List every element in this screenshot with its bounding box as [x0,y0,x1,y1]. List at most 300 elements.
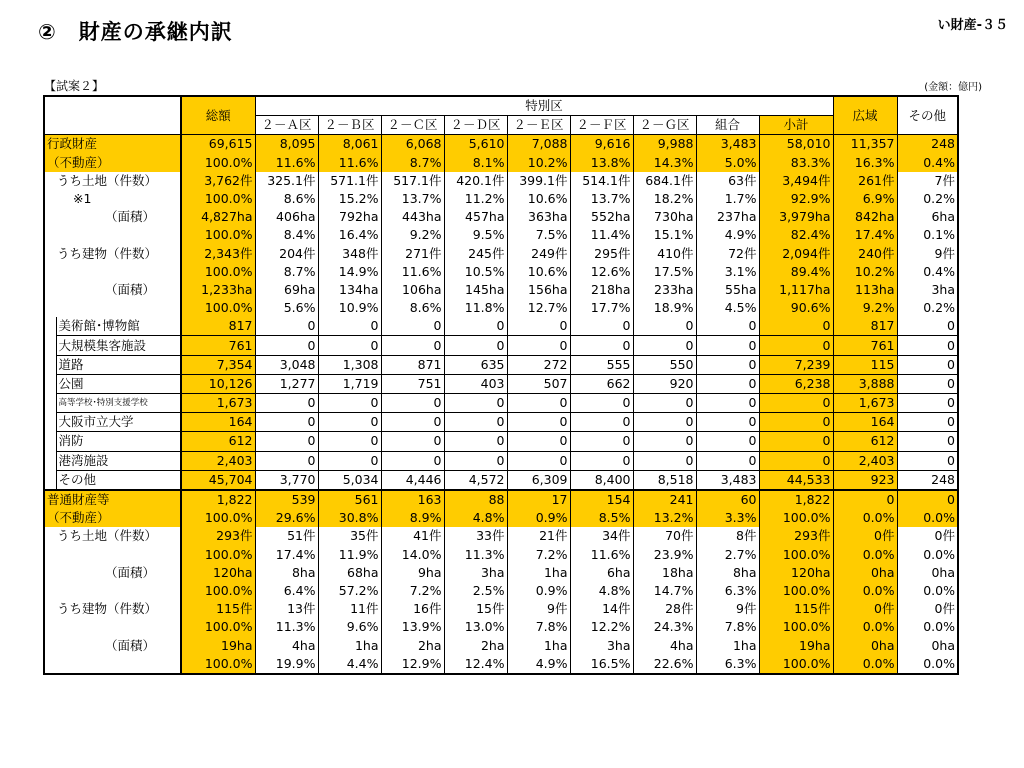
table-cell: 5,034 [318,470,381,490]
table-cell: 3.3% [696,509,759,527]
table-cell: 11.6% [570,546,633,564]
table-cell: 34件 [570,527,633,545]
row-label: （面積） [44,208,181,226]
table-cell: 0 [759,432,833,451]
table-cell: 11.6% [318,154,381,172]
table-cell: 761 [181,336,255,355]
table-cell: 41件 [381,527,444,545]
table-row [44,470,958,490]
table-cell: 15.1% [633,226,696,244]
table-cell: 10.9% [318,299,381,317]
table-cell: 248 [897,470,958,490]
table-row [44,299,958,317]
table-cell: 4.9% [696,226,759,244]
table-cell: 0.2% [923,300,955,316]
table-cell: 0 [633,317,696,336]
table-cell: 0.2% [923,191,955,207]
table-row [44,394,958,413]
table-cell: 3,483 [696,135,759,154]
table-cell: 68ha [318,564,381,582]
header-ward-8: 組合 [696,116,759,135]
table-cell: 1ha [696,636,759,654]
indent-cell [44,317,56,336]
table-cell: 295件 [570,245,633,263]
table-cell: 3,048 [255,355,318,374]
table-cell: 14.7% [633,582,696,600]
table-cell: 4,827ha [181,208,255,226]
table-cell: 13件 [255,600,318,618]
table-cell: 0 [897,336,958,355]
table-cell: 13.9% [381,618,444,636]
table-cell: 14件 [570,600,633,618]
table-cell: 8ha [696,564,759,582]
indent-cell [44,451,56,470]
table-cell: 348件 [318,245,381,263]
table-cell: 69ha [255,281,318,299]
table-cell: 5.6% [255,299,318,317]
table-cell: 561 [318,490,381,509]
table-cell: 9.2% [381,226,444,244]
table-cell: 44,533 [759,470,833,490]
row-label: うち建物（件数） [44,600,181,618]
row-label: 公園 [56,374,181,393]
row-label: 港湾施設 [56,451,181,470]
table-row [44,355,958,374]
table-cell: 21件 [507,527,570,545]
table-cell: 0 [633,413,696,432]
row-label: うち建物（件数） [44,245,181,263]
table-cell: 100.0% [759,509,833,527]
row-label [44,226,181,244]
table-cell: 115件 [759,600,833,618]
table-cell: 15.2% [318,190,381,208]
table-cell: 1,308 [318,355,381,374]
table-cell: 204件 [255,245,318,263]
table-cell: 8,400 [570,470,633,490]
table-cell: 22.6% [633,655,696,674]
table-row [44,263,958,281]
table-cell: 0 [897,355,958,374]
table-cell: 0.0% [833,618,897,636]
table-cell: 0ha [833,636,897,654]
table-cell: 730ha [633,208,696,226]
table-cell: 0 [633,394,696,413]
unit-note: (金額：億円) [924,82,982,93]
table-row [44,172,958,190]
table-cell: 83.3% [759,154,833,172]
page-title: ② 財産の承継内訳 [38,20,233,44]
table-cell: 1,673 [833,394,897,413]
table-cell: 11件 [318,600,381,618]
table-cell: 9ha [381,564,444,582]
table-cell: 60 [696,490,759,509]
table-cell: 0.0% [923,546,955,562]
header-ward-2: ２－Ｂ区 [318,116,381,135]
table-cell: 9.6% [318,618,381,636]
table-cell: 51件 [255,527,318,545]
table-cell: 240件 [833,245,897,263]
table-cell: 0.0% [833,655,897,674]
table-cell: 7,354 [181,355,255,374]
header-ward-9: 小計 [759,116,833,135]
table-cell: 272 [507,355,570,374]
table-cell: 115 [833,355,897,374]
table-cell: 4,572 [444,470,507,490]
header-ward-7: ２－Ｇ区 [633,116,696,135]
header-ward-4: ２－Ｄ区 [444,116,507,135]
table-cell: 134ha [318,281,381,299]
table-cell: 0 [696,451,759,470]
table-cell: 6.3% [696,582,759,600]
table-cell: 0 [696,413,759,432]
table-cell: 0 [444,317,507,336]
table-cell: 0.0% [923,582,955,598]
table-cell: 1ha [507,636,570,654]
table-cell: 113ha [833,281,897,299]
table-cell: 120ha [759,564,833,582]
table-cell: 1,277 [255,374,318,393]
table-cell: 7件 [934,172,955,188]
table-cell: 7,088 [507,135,570,154]
table-cell: 0 [507,413,570,432]
table-cell: 0.4% [923,263,955,279]
table-cell: 3,494件 [759,172,833,190]
table-cell: 612 [833,432,897,451]
table-cell: 0 [381,336,444,355]
table-cell: 0 [507,317,570,336]
table-cell: 100.0% [181,263,255,281]
table-cell: 6,309 [507,470,570,490]
table-cell: 817 [833,317,897,336]
table-cell: 552ha [570,208,633,226]
header-blank [44,96,181,135]
table-cell: 612 [181,432,255,451]
table-cell: 70件 [633,527,696,545]
table-row [44,564,958,582]
table-cell: 3,762件 [181,172,255,190]
row-label [44,263,181,281]
table-cell: 13.0% [444,618,507,636]
table-cell: 14.3% [633,154,696,172]
table-cell: 6,238 [759,374,833,393]
table-cell: 156ha [507,281,570,299]
table-cell: 8.9% [381,509,444,527]
header-ward-1: ２－Ａ区 [255,116,318,135]
table-cell: 420.1件 [444,172,507,190]
table-cell: 0 [897,432,958,451]
table-cell: 19ha [759,636,833,654]
table-cell: 11.4% [570,226,633,244]
table-cell: 16件 [381,600,444,618]
indent-cell [44,355,56,374]
table-cell: 555 [570,355,633,374]
table-cell: 1,719 [318,374,381,393]
table-cell: 0 [381,451,444,470]
table-cell: 0 [318,451,381,470]
table-cell: 100.0% [181,618,255,636]
table-cell: 100.0% [759,546,833,564]
table-cell: 9件 [934,245,955,261]
table-cell: 100.0% [181,154,255,172]
table-cell: 10.2% [833,263,897,281]
table-cell: 0.9% [507,582,570,600]
table-row [44,135,958,154]
table-cell: 0 [318,336,381,355]
table-cell: 0 [255,394,318,413]
table-row [44,374,958,393]
table-cell: 4,446 [381,470,444,490]
table-cell: 69,615 [181,135,255,154]
table-row [44,636,958,654]
table-cell: 817 [181,317,255,336]
table-cell: 19.9% [255,655,318,674]
table-cell: 7.5% [507,226,570,244]
table-cell: 3,483 [696,470,759,490]
scenario-caption: 【試案２】 [44,79,105,93]
table-cell: 9.5% [444,226,507,244]
table-cell: 363ha [507,208,570,226]
table-cell: 88 [444,490,507,509]
table-cell: 3ha [444,564,507,582]
table-cell: 5,610 [444,135,507,154]
table-cell: 17.4% [255,546,318,564]
table-cell: 0.4% [897,154,958,172]
table-cell: 12.7% [507,299,570,317]
table-cell: 0 [381,317,444,336]
table-cell: 17.4% [833,226,897,244]
table-cell: 0 [570,336,633,355]
table-cell: 6.4% [255,582,318,600]
table-cell: 8,095 [255,135,318,154]
table-cell: 7.2% [381,582,444,600]
table-row [44,582,958,600]
indent-cell [44,336,56,355]
table-row [44,618,958,636]
table-cell: 100.0% [759,582,833,600]
table-cell: 100.0% [181,190,255,208]
table-cell: 100.0% [181,509,255,527]
table-cell: 9,616 [570,135,633,154]
table-cell: 0 [570,394,633,413]
table-cell: 33件 [444,527,507,545]
row-label [44,655,181,674]
table-cell: 0 [897,374,958,393]
table-cell: 57.2% [318,582,381,600]
table-cell: 11.3% [255,618,318,636]
header-row-1 [44,96,958,116]
row-label: （面積） [44,636,181,654]
table-cell: 92.9% [759,190,833,208]
table-cell: 12.6% [570,263,633,281]
table-cell: 410件 [633,245,696,263]
table-cell: 13.7% [381,190,444,208]
table-cell: 3,770 [255,470,318,490]
table-cell: 10.2% [507,154,570,172]
table-cell: 0.1% [923,227,955,243]
table-cell: 100.0% [181,226,255,244]
table-cell: 154 [570,490,633,509]
table-cell: 0 [759,336,833,355]
table-cell: 0 [318,317,381,336]
table-cell: 4ha [633,636,696,654]
table-cell: 0 [255,336,318,355]
table-cell: 4.8% [444,509,507,527]
table-cell: 16.4% [318,226,381,244]
table-cell: 3ha [570,636,633,654]
table-cell: 0 [696,432,759,451]
table-cell: 100.0% [181,582,255,600]
table-cell: 7.8% [696,618,759,636]
table-row [44,154,958,172]
table-cell: 30.8% [318,509,381,527]
table-cell: 10.6% [507,263,570,281]
table-cell: 35件 [318,527,381,545]
table-cell: 0 [897,413,958,432]
header-ward-5: ２－Ｅ区 [507,116,570,135]
row-label [44,582,181,600]
page-number: い財産-３５ [937,18,1008,33]
table-cell: 403 [444,374,507,393]
table-cell: 0 [897,451,958,470]
table-cell: 18ha [633,564,696,582]
table-row [44,226,958,244]
table-cell: 6.9% [833,190,897,208]
table-cell: 23.9% [633,546,696,564]
table-row [44,509,958,527]
table-cell: 539 [255,490,318,509]
table-cell: 399.1件 [507,172,570,190]
table-cell: 293件 [759,527,833,545]
table-cell: 115件 [181,600,255,618]
table-cell: 0 [570,432,633,451]
table-cell: 2,403 [181,451,255,470]
table-cell: 0 [633,336,696,355]
table-cell: 58,010 [759,135,833,154]
table-cell: 261件 [833,172,897,190]
table-cell: 15件 [444,600,507,618]
table-cell: 0 [444,451,507,470]
table-cell: 0 [696,374,759,393]
table-cell: 9件 [696,600,759,618]
row-label: 大規模集客施設 [56,336,181,355]
table-cell: 2,094件 [759,245,833,263]
table-cell: 0 [696,336,759,355]
table-cell: 457ha [444,208,507,226]
indent-cell [44,374,56,393]
table-cell: 0 [255,451,318,470]
table-cell: 14.0% [381,546,444,564]
table-cell: 0 [507,451,570,470]
table-cell: 72件 [696,245,759,263]
table-cell: 12.4% [444,655,507,674]
table-cell: 0 [507,336,570,355]
table-cell: 0 [759,413,833,432]
table-cell: 18.2% [633,190,696,208]
table-cell: 0 [570,451,633,470]
table-cell: 0 [318,413,381,432]
table-cell: 0 [444,432,507,451]
table-cell: 17 [507,490,570,509]
table-cell: 0 [696,355,759,374]
table-cell: 751 [381,374,444,393]
table-cell: 106ha [381,281,444,299]
table-cell: 63件 [696,172,759,190]
table-cell: 0 [255,317,318,336]
table-cell: 571.1件 [318,172,381,190]
table-cell: 29.6% [255,509,318,527]
header-ward-3: ２－Ｃ区 [381,116,444,135]
indent-cell [44,470,56,490]
table-cell: 4.5% [696,299,759,317]
table-cell: 325.1件 [255,172,318,190]
table-cell: 1.7% [696,190,759,208]
row-label: その他 [56,470,181,490]
asset-breakdown-table [43,95,959,675]
table-cell: 1,117ha [759,281,833,299]
table-row [44,490,958,509]
table-cell: 163 [381,490,444,509]
table-cell: 16.5% [570,655,633,674]
table-cell: 100.0% [759,655,833,674]
table-cell: 55ha [696,281,759,299]
row-label: 行政財産 [44,135,181,154]
row-label: （不動産） [44,154,181,172]
table-row [44,245,958,263]
table-cell: 0 [633,432,696,451]
table-cell: 8.6% [381,299,444,317]
table-cell: 90.6% [759,299,833,317]
row-label: うち土地（件数） [44,527,181,545]
table-cell: 10,126 [181,374,255,393]
table-cell: 0.0% [833,582,897,600]
table-cell: 6ha [931,209,955,225]
row-label: （不動産） [44,509,181,527]
table-cell: 0 [633,451,696,470]
table-cell: 0 [255,432,318,451]
table-cell: 11.2% [444,190,507,208]
table-row [44,655,958,674]
table-cell: 100.0% [181,655,255,674]
table-cell: 2ha [444,636,507,654]
row-label: （面積） [44,281,181,299]
table-cell: 0 [507,432,570,451]
table-cell: 0件 [833,600,897,618]
indent-cell [44,413,56,432]
table-row [44,281,958,299]
table-cell: 0 [318,394,381,413]
row-label [44,618,181,636]
row-label: 普通財産等 [44,490,181,509]
table-cell: 1ha [318,636,381,654]
row-label [44,546,181,564]
table-cell: 13.7% [570,190,633,208]
table-cell: 7.8% [507,618,570,636]
table-cell: 4ha [255,636,318,654]
row-label [44,299,181,317]
table-cell: 89.4% [759,263,833,281]
table-cell: 164 [181,413,255,432]
table-cell: 293件 [181,527,255,545]
table-cell: 16.3% [833,154,897,172]
table-cell: 662 [570,374,633,393]
table-cell: 684.1件 [633,172,696,190]
table-cell: 0 [696,317,759,336]
table-row [44,413,958,432]
table-cell: 10.5% [444,263,507,281]
table-cell: 14.9% [318,263,381,281]
row-label: 高等学校･特別支援学校 [56,394,181,413]
header-ward-6: ２－Ｆ区 [570,116,633,135]
